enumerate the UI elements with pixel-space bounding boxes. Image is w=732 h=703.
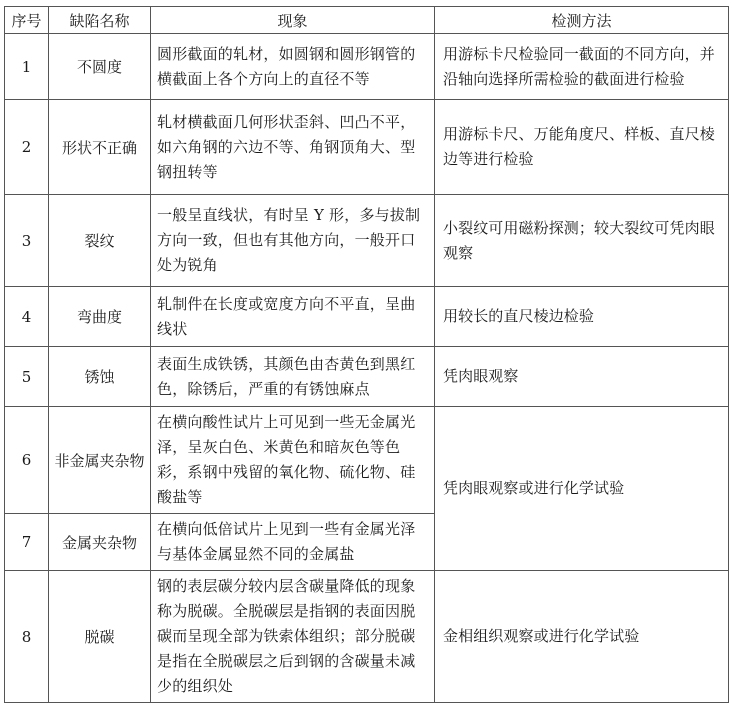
row-phenomenon: 在横向低倍试片上见到一些有金属光泽与基体金属显然不同的金属盐 [151,514,435,571]
row-method: 用较长的直尺棱边检验 [435,287,729,347]
row-index: 4 [5,287,49,347]
row-phenomenon: 在横向酸性试片上可见到一些无金属光泽，呈灰白色、米黄色和暗灰色等色彩，系钢中残留的氧化物、硫化物、硅酸盐等 [151,407,435,514]
row-phenomenon: 钢的表层碳分较内层含碳量降低的现象称为脱碳。全脱碳层是指钢的表面因脱碳而呈现全部为铁索体组织；部分脱碳是指在全脱碳层之后到钢的含碳量未减少的组织处 [151,571,435,703]
row-phenomenon: 轧制件在长度或宽度方向不平直，呈曲线状 [151,287,435,347]
row-method: 小裂纹可用磁粉探测；较大裂纹可凭肉眼观察 [435,195,729,287]
row-method: 金相组织观察或进行化学试验 [435,571,729,703]
header-index: 序号 [5,7,49,34]
table-container [4,6,729,703]
row-phenomenon: 轧材横截面几何形状歪斜、凹凸不平，如六角钢的六边不等、角钢顶角大、型钢扭转等 [151,100,435,195]
row-index: 3 [5,195,49,287]
row-name: 非金属夹杂物 [49,407,151,514]
row-name: 脱碳 [49,571,151,703]
table-row [5,100,729,195]
row-index: 6 [5,407,49,514]
row-phenomenon: 一般呈直线状，有时呈 Y 形，多与拔制方向一致，但也有其他方向，一般开口处为锐角 [151,195,435,287]
header-method: 检测方法 [435,7,729,34]
row-method: 凭肉眼观察 [435,347,729,407]
header-phenomenon: 现象 [151,7,435,34]
table-row [5,195,729,287]
table-row [5,407,729,514]
table-row [5,287,729,347]
table-row [5,571,729,703]
defects-table [4,6,729,703]
row-index: 1 [5,34,49,100]
row-name: 不圆度 [49,34,151,100]
row-method: 凭肉眼观察或进行化学试验 [435,407,729,571]
row-name: 锈蚀 [49,347,151,407]
header-row [5,7,729,34]
row-name: 金属夹杂物 [49,514,151,571]
row-name: 形状不正确 [49,100,151,195]
row-index: 2 [5,100,49,195]
row-phenomenon: 圆形截面的轧材，如圆钢和圆形钢管的横截面上各个方向上的直径不等 [151,34,435,100]
row-name: 弯曲度 [49,287,151,347]
row-method: 用游标卡尺、万能角度尺、样板、直尺棱边等进行检验 [435,100,729,195]
row-method: 用游标卡尺检验同一截面的不同方向，并沿轴向选择所需检验的截面进行检验 [435,34,729,100]
row-phenomenon: 表面生成铁锈，其颜色由杏黄色到黑红色，除锈后，严重的有锈蚀麻点 [151,347,435,407]
row-index: 8 [5,571,49,703]
row-name: 裂纹 [49,195,151,287]
header-name: 缺陷名称 [49,7,151,34]
row-index: 5 [5,347,49,407]
row-index: 7 [5,514,49,571]
table-row [5,34,729,100]
table-row [5,347,729,407]
